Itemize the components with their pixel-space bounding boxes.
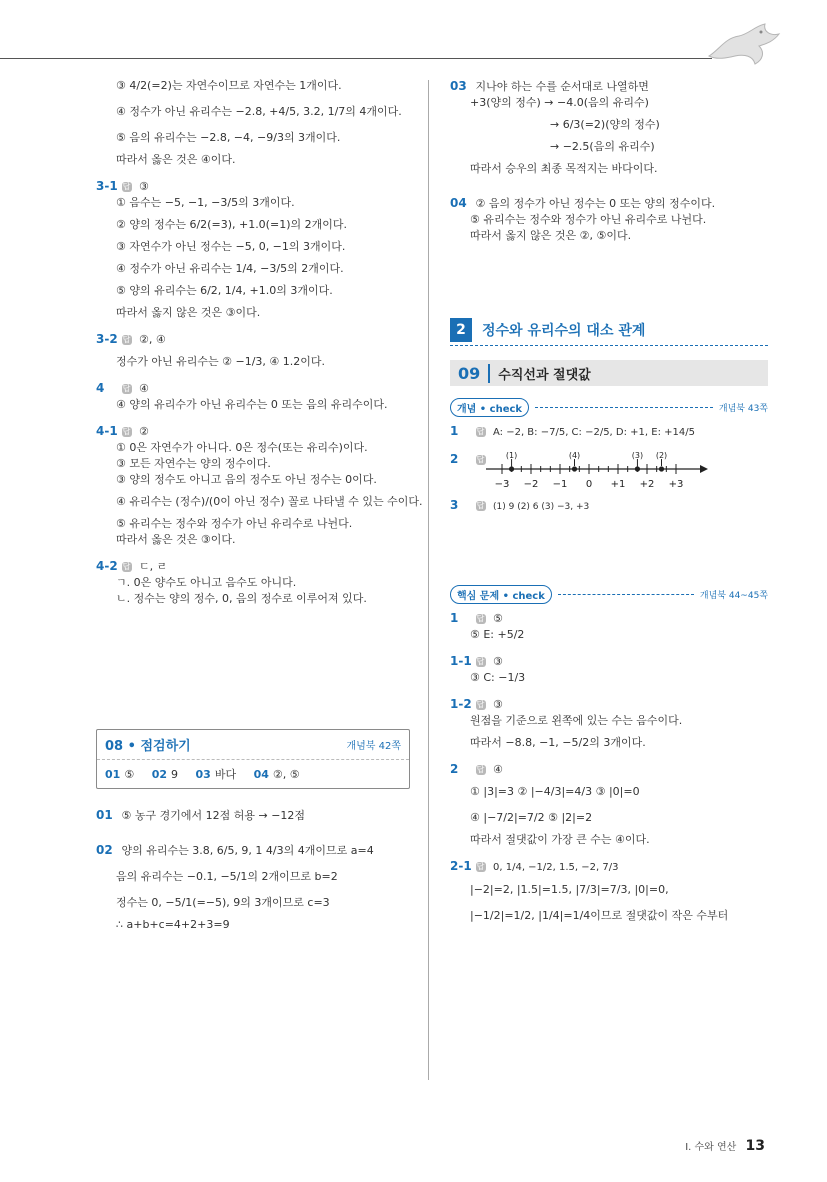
- checkpoint-title: 08 • 점검하기: [105, 739, 191, 754]
- number-line-label: 0: [585, 479, 593, 490]
- solution-line: ㄴ. 정수는 양의 정수, 0, 음의 정수로 이루어져 있다.: [116, 592, 367, 605]
- number-line-label: −3: [494, 479, 510, 490]
- number-line-mark-label: (3): [631, 451, 644, 460]
- solution-text: 양의 유리수는 3.8, 6/5, 9, 1 4/3의 4개이므로 a=4: [121, 844, 374, 857]
- number-line-mark-label: (1): [505, 451, 518, 460]
- number-line: [482, 451, 712, 493]
- solution-line: ④ |−7/2|=7/2 ⑤ |2|=2: [470, 811, 593, 824]
- problem-number: 4: [96, 381, 105, 395]
- solution-line: 정수는 0, −5/1(=−5), 9의 3개이므로 c=3: [116, 896, 330, 909]
- unit-title: 수직선과 절댓값: [498, 367, 591, 383]
- section-number: 2: [450, 318, 472, 342]
- solution-line: ① |3|=3 ② |−4/3|=4/3 ③ |0|=0: [470, 785, 640, 798]
- core-check-ref: 개념북 44~45쪽: [699, 591, 768, 601]
- answer-icon: 답: [122, 384, 131, 393]
- unit-number: 09: [450, 364, 490, 383]
- answer-value: ③: [493, 655, 503, 668]
- problem-header: [450, 653, 768, 670]
- answer-icon: 답: [476, 614, 485, 623]
- problem-header: [96, 178, 414, 195]
- answer-icon: 답: [476, 427, 485, 436]
- problem-number: 1: [450, 424, 459, 438]
- solution-line: 정수가 아닌 유리수는 ② −1/3, ④ 1.2이다.: [116, 355, 325, 368]
- checkpoint-value: 바다: [214, 768, 237, 781]
- problem-number: 2-1: [450, 859, 472, 873]
- number-line-label: −2: [523, 479, 539, 490]
- concept-check-label: 개념 • check: [450, 398, 529, 417]
- problem-header: [96, 331, 414, 348]
- number-line-mark-label: (4): [568, 451, 581, 460]
- solution-line: → 6/3(=2)(양의 정수): [550, 118, 660, 131]
- left-column: [96, 78, 423, 933]
- column-divider: [428, 80, 429, 1080]
- answer-value: ④: [493, 763, 503, 776]
- checkpoint-key: 04: [253, 768, 269, 781]
- number-line-label: +2: [639, 479, 655, 490]
- unit-header: [450, 360, 768, 386]
- answer-value: ㄷ, ㄹ: [139, 560, 168, 573]
- solution-line: 따라서 절댓값이 가장 큰 수는 ④이다.: [470, 833, 650, 846]
- solution-line: ④ 정수가 아닌 유리수는 −2.8, +4/5, 3.2, 1/7의 4개이다.: [116, 105, 402, 118]
- checkpoint-key: 03: [195, 768, 211, 781]
- problem-number: 3-2: [96, 332, 118, 346]
- dragon-icon: [705, 22, 781, 66]
- solution-text: ② 음의 정수가 아닌 정수는 0 또는 양의 정수이다.: [475, 197, 716, 210]
- solution-line: ④ 양의 유리수가 아닌 유리수는 0 또는 음의 유리수이다.: [116, 398, 388, 411]
- solution-line: 따라서 승우의 최종 목적지는 바다이다.: [470, 162, 658, 175]
- solution-line: ⑤ 음의 유리수는 −2.8, −4, −9/3의 3개이다.: [116, 131, 341, 144]
- problem-line: [450, 423, 768, 441]
- answer-value: ③: [493, 698, 503, 711]
- solution-text: ⑤ 농구 경기에서 12점 허용 → −12점: [121, 809, 306, 822]
- solution-line: |−2|=2, |1.5|=1.5, |7/3|=7/3, |0|=0,: [470, 883, 669, 896]
- section-title: 정수와 유리수의 대소 관계: [482, 323, 646, 339]
- solution-line: ∴ a+b+c=4+2+3=9: [116, 918, 230, 931]
- problem-number: 04: [450, 196, 467, 210]
- checkpoint-key: 01: [105, 768, 121, 781]
- solution-line: ⑤ E: +5/2: [470, 628, 525, 641]
- solution-line: 따라서 옳지 않은 것은 ③이다.: [116, 306, 261, 319]
- solution-line: +3(양의 정수) → −4.0(음의 유리수): [470, 96, 649, 109]
- problem-header: [96, 558, 414, 575]
- checkpoint-value: ⑤: [124, 768, 135, 781]
- checkpoint-answers: [97, 760, 409, 788]
- number-line-point: [659, 466, 664, 471]
- answer-value: ⑤: [493, 612, 503, 625]
- problem-number: 2: [450, 452, 459, 466]
- solution-line: ④ 정수가 아닌 유리수는 1/4, −3/5의 2개이다.: [116, 262, 344, 275]
- solution-line: ③ 모든 자연수는 양의 정수이다.: [116, 457, 271, 470]
- solution-text: 지나야 하는 수를 순서대로 나열하면: [475, 80, 649, 93]
- checkpoint-ref: 개념북 42쪽: [346, 741, 401, 752]
- solution-line: → −2.5(음의 유리수): [550, 140, 655, 153]
- answer-value: ②, ④: [139, 333, 166, 346]
- core-check-bar: [450, 585, 768, 604]
- solution-line: 원점을 기준으로 왼쪽에 있는 수는 음수이다.: [470, 714, 683, 727]
- dashed-rule: [535, 407, 713, 408]
- section-header: [450, 318, 768, 346]
- problem-line: [450, 497, 768, 515]
- solution-line: ③ 4/2(=2)는 자연수이므로 자연수는 1개이다.: [116, 79, 342, 92]
- problem-number: 3: [450, 498, 459, 512]
- problem-number: 3-1: [96, 179, 118, 193]
- problem-number: 1-2: [450, 697, 472, 711]
- solution-line: ③ 자연수가 아닌 정수는 −5, 0, −1의 3개이다.: [116, 240, 346, 253]
- problem-number: 1-1: [450, 654, 472, 668]
- solution-line: ⑤ 유리수는 정수와 정수가 아닌 유리수로 나뉜다.: [470, 213, 707, 226]
- answer-icon: 답: [476, 765, 485, 774]
- core-check-label: 핵심 문제 • check: [450, 585, 552, 604]
- page-footer: [685, 1138, 765, 1154]
- solution-line: ② 양의 정수는 6/2(=3), +1.0(=1)의 2개이다.: [116, 218, 347, 231]
- checkpoint-value: ②, ⑤: [272, 768, 300, 781]
- number-line-point: [509, 466, 514, 471]
- page-number: 13: [745, 1138, 765, 1154]
- solution-line: 음의 유리수는 −0.1, −5/1의 2개이므로 b=2: [116, 870, 338, 883]
- number-line-point: [635, 466, 640, 471]
- number-line-label: +3: [668, 479, 684, 490]
- problem-number: 02: [96, 843, 113, 857]
- solution-line: ④ 유리수는 (정수)/(0이 아닌 정수) 꼴로 나타낼 수 있는 수이다.: [116, 495, 423, 508]
- problem-line: [450, 78, 768, 95]
- checkpoint-box: [96, 729, 410, 789]
- solution-line: ㄱ. 0은 양수도 아니고 음수도 아니다.: [116, 576, 297, 589]
- solution-line: ③ 양의 정수도 아니고 음의 정수도 아닌 정수는 0이다.: [116, 473, 377, 486]
- answer-value: (1) 9 (2) 6 (3) −3, +3: [493, 502, 590, 512]
- dashed-rule: [558, 594, 694, 595]
- problem-line: [96, 842, 414, 859]
- number-line-label: +1: [610, 479, 626, 490]
- solution-line: ① 음수는 −5, −1, −3/5의 3개이다.: [116, 196, 295, 209]
- concept-check-bar: [450, 398, 768, 417]
- solution-line: ① 0은 자연수가 아니다. 0은 정수(또는 유리수)이다.: [116, 441, 368, 454]
- problem-number: 2: [450, 762, 459, 776]
- number-line-point: [572, 466, 577, 471]
- checkpoint-key: 02: [151, 768, 167, 781]
- answer-value: ④: [139, 382, 149, 395]
- answer-icon: 답: [476, 501, 485, 510]
- number-line-label: −1: [552, 479, 568, 490]
- answer-icon: 답: [476, 862, 485, 871]
- answer-icon: 답: [476, 455, 485, 464]
- problem-number: 4-2: [96, 559, 118, 573]
- header-rule: [0, 58, 712, 59]
- answer-icon: 답: [476, 657, 485, 666]
- answer-icon: 답: [122, 427, 131, 436]
- problem-number: 4-1: [96, 424, 118, 438]
- answer-icon: 답: [122, 335, 131, 344]
- problem-number: 03: [450, 79, 467, 93]
- solution-line: |−1/2|=1/2, |1/4|=1/4이므로 절댓값이 작은 수부터: [470, 909, 729, 922]
- solution-line: 따라서 옳지 않은 것은 ②, ⑤이다.: [470, 229, 632, 242]
- problem-header: [96, 380, 414, 397]
- number-line-mark-label: (2): [655, 451, 668, 460]
- checkpoint-value: 9: [171, 768, 178, 781]
- problem-header: [450, 610, 768, 627]
- solution-line: ③ C: −1/3: [470, 671, 526, 684]
- problem-header: [96, 423, 414, 440]
- concept-check-ref: 개념북 43쪽: [718, 404, 768, 414]
- answer-icon: 답: [122, 562, 131, 571]
- solution-line: 따라서 −8.8, −1, −5/2의 3개이다.: [470, 736, 646, 749]
- problem-number: 1: [450, 611, 459, 625]
- answer-value: 0, 1/4, −1/2, 1.5, −2, 7/3: [493, 862, 619, 873]
- checkpoint-header: [97, 730, 409, 760]
- solution-line: ⑤ 유리수는 정수와 정수가 아닌 유리수로 나뉜다.: [116, 517, 353, 530]
- answer-icon: 답: [476, 700, 485, 709]
- answer-icon: 답: [122, 182, 131, 191]
- problem-number: 01: [96, 808, 113, 822]
- problem-header: [450, 761, 768, 778]
- right-column: [450, 78, 768, 924]
- solution-line: 따라서 옳은 것은 ③이다.: [116, 533, 236, 546]
- answer-value: ②: [139, 425, 149, 438]
- solution-line: 따라서 옳은 것은 ④이다.: [116, 153, 236, 166]
- problem-header: [450, 696, 768, 713]
- problem-line: [96, 807, 414, 824]
- answer-value: A: −2, B: −7/5, C: −2/5, D: +1, E: +14/5: [493, 427, 695, 438]
- chapter-label: I. 수와 연산: [685, 1142, 737, 1153]
- problem-line: [450, 195, 768, 212]
- solution-line: ⑤ 양의 유리수는 6/2, 1/4, +1.0의 3개이다.: [116, 284, 333, 297]
- answer-value: ③: [139, 180, 149, 193]
- problem-header: [450, 858, 768, 876]
- problem-line: [450, 451, 768, 491]
